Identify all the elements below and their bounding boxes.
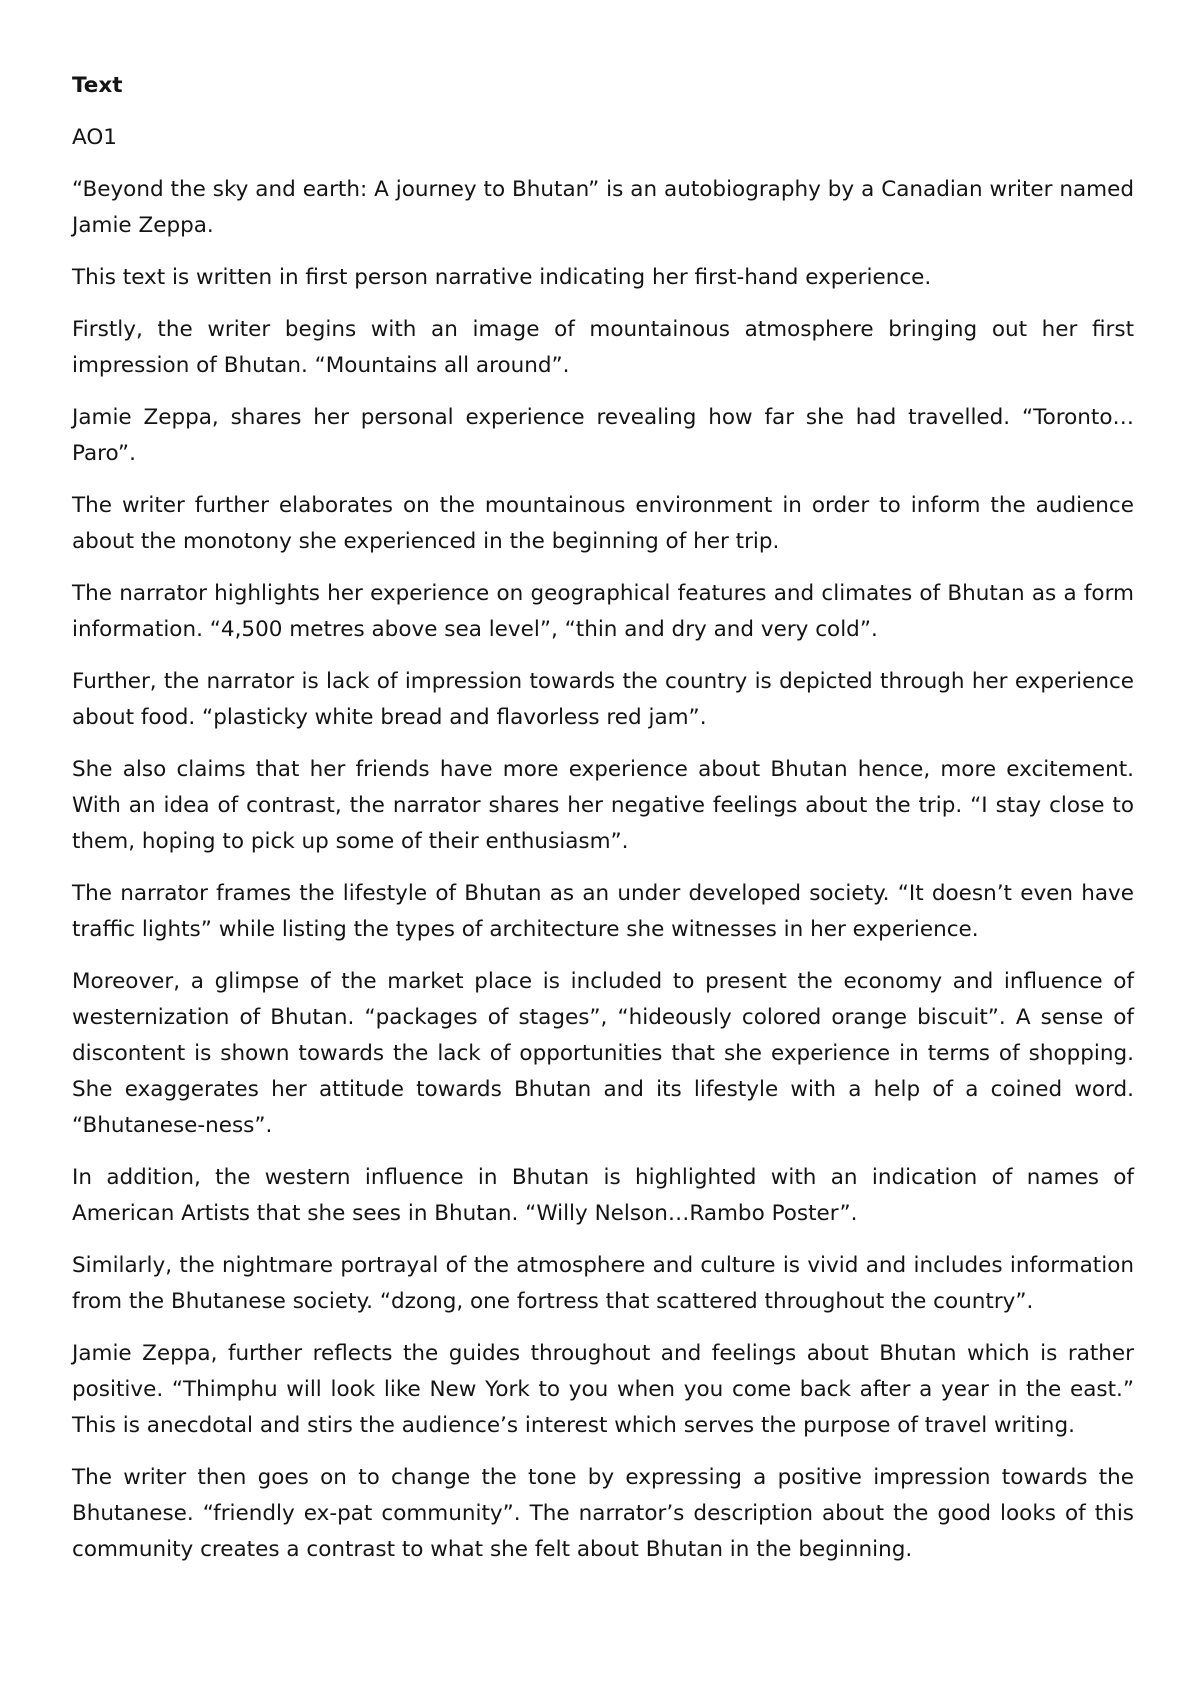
paragraph-8: She also claims that her friends have more experience about Bhutan hence, more excitement. With an idea of contrast, the narrator shares her negative feelings about the trip. “I stay close to them, hoping to pick up some of their enthusiasm”. — [72, 757, 1134, 854]
paragraph-13: Jamie Zeppa, further reflects the guides throughout and feelings about Bhutan which is rather positive. “Thimphu will look like New York to you when you come back after a year in the east.” This is anecdotal and stirs the audience’s interest which serves the purpose of travel writing. — [72, 1341, 1134, 1438]
paragraph-7: Further, the narrator is lack of impression towards the country is depicted through her experience about food. “plasticky white bread and flavorless red jam”. — [72, 669, 1134, 730]
paragraph-1: “Beyond the sky and earth: A journey to Bhutan” is an autobiography by a Canadian writer named Jamie Zeppa. — [72, 177, 1134, 238]
paragraph-3: Firstly, the writer begins with an image of mountainous atmosphere bringing out her first impression of Bhutan. “Mountains all around”. — [72, 317, 1134, 378]
paragraph-12: Similarly, the nightmare portrayal of the atmosphere and culture is vivid and includes information from the Bhutanese society. “dzong, one fortress that scattered throughout the country”. — [72, 1253, 1134, 1314]
paragraph-11: In addition, the western influence in Bhutan is highlighted with an indication of names of American Artists that she sees in Bhutan. “Willy Nelson…Rambo Poster”. — [72, 1165, 1134, 1226]
document-page — [72, 68, 1134, 1584]
paragraph-2: This text is written in first person narrative indicating her first-hand experience. — [72, 265, 932, 290]
paragraph-10: Moreover, a glimpse of the market place is included to present the economy and influence of westernization of Bhutan. “packages of stages”, “hideously colored orange biscuit”. A sense of discontent is shown towards the lack of opportunities that she experience in terms of shopping. She exaggerates her attitude towards Bhutan and its lifestyle with a help of a coined word. “Bhutanese-ness”. — [72, 969, 1134, 1138]
paragraph-9: The narrator frames the lifestyle of Bhutan as an under developed society. “It doesn’t even have traffic lights” while listing the types of architecture she witnesses in her experience. — [72, 881, 1134, 942]
document-heading: Text — [72, 73, 123, 98]
document-subheading: AO1 — [72, 125, 117, 150]
paragraph-5: The writer further elaborates on the mountainous environment in order to inform the audience about the monotony she experienced in the beginning of her trip. — [72, 493, 1134, 554]
paragraph-6: The narrator highlights her experience on geographical features and climates of Bhutan as a form information. “4,500 metres above sea level”, “thin and dry and very cold”. — [72, 581, 1134, 642]
paragraph-4: Jamie Zeppa, shares her personal experience revealing how far she had travelled. “Toronto…Paro”. — [72, 405, 1134, 466]
paragraph-14: The writer then goes on to change the tone by expressing a positive impression towards the Bhutanese. “friendly ex-pat community”. The narrator’s description about the good looks of this community creates a contrast to what she felt about Bhutan in the beginning. — [72, 1465, 1134, 1562]
